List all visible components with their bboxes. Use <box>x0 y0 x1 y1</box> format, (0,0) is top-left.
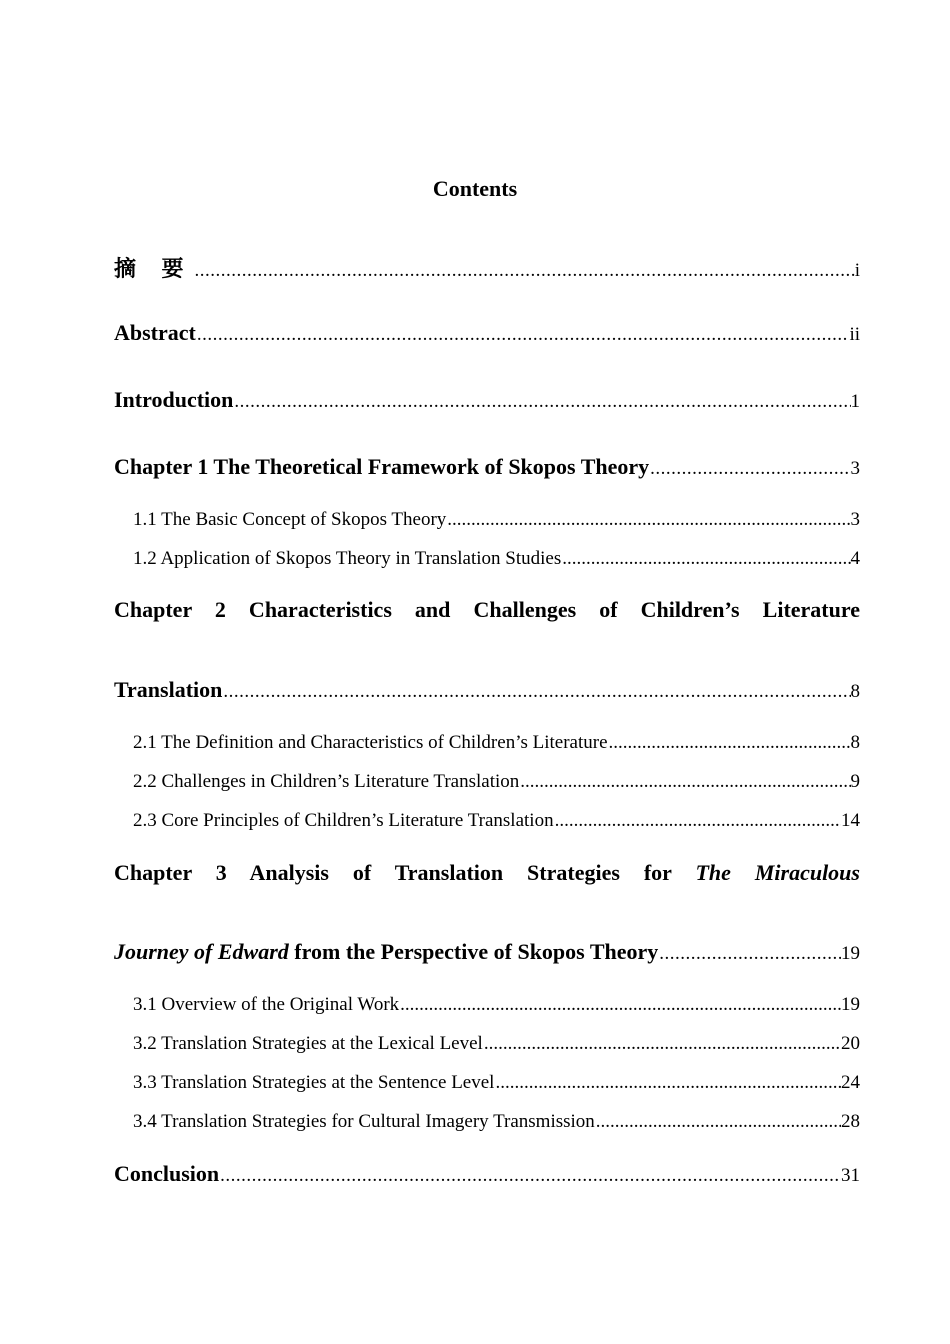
toc-entry-conclusion[interactable] <box>114 1161 860 1187</box>
toc-page-number: 8 <box>850 681 860 702</box>
dot-leader <box>562 548 850 570</box>
toc-page-number: 19 <box>841 994 860 1015</box>
toc-page-number: 3 <box>850 509 860 530</box>
toc-page-number: 24 <box>841 1072 860 1093</box>
toc-page-number: i <box>854 260 860 281</box>
dot-leader <box>596 1111 841 1133</box>
toc-entry-abstract[interactable] <box>114 320 860 346</box>
toc-entry-section-1-2[interactable] <box>133 548 860 570</box>
toc-label: 2.1 The Definition and Characteristics of Children’s Literature <box>133 732 608 753</box>
toc-entry-chapter-3-line-1[interactable] <box>114 860 860 886</box>
dot-leader <box>234 391 850 413</box>
toc-label: 1.2 Application of Skopos Theory in Translation Studies <box>133 548 562 569</box>
toc-page-number: 19 <box>841 943 860 964</box>
toc-label: Abstract <box>114 320 196 345</box>
toc-label: Introduction <box>114 387 234 412</box>
toc-entry-section-3-4[interactable] <box>133 1111 860 1133</box>
toc-entry-section-2-2[interactable] <box>133 771 860 793</box>
toc-label: 3.3 Translation Strategies at the Sentence Level <box>133 1072 495 1093</box>
toc-entry-section-3-1[interactable] <box>133 994 860 1016</box>
toc-entry-section-1-1[interactable] <box>133 509 860 531</box>
dot-leader <box>495 1072 841 1094</box>
toc-entry-chapter-3[interactable] <box>114 939 860 965</box>
toc-label-italic: The Miraculous <box>695 860 860 885</box>
toc-label: 2.2 Challenges in Children’s Literature Translation <box>133 771 520 792</box>
toc-page-number: 31 <box>841 1165 860 1186</box>
toc-label: Chapter 1 The Theoretical Framework of Skopos Theory <box>114 454 650 479</box>
toc-entry-section-2-3[interactable] <box>133 810 860 832</box>
toc-entry-introduction[interactable] <box>114 387 860 413</box>
toc-label: Conclusion <box>114 1161 220 1186</box>
toc-page-number: 1 <box>850 391 860 412</box>
toc-entry-chapter-2-line-1[interactable]: Chapter 2 Characteristics and Challenges of Children’s Literature <box>114 597 860 622</box>
toc-label: 摘 要 <box>114 256 194 281</box>
toc-page-number: 20 <box>841 1033 860 1054</box>
dot-leader <box>609 732 851 754</box>
toc-entry-section-2-1[interactable] <box>133 732 860 754</box>
dot-leader <box>555 810 841 832</box>
toc-label: 3.4 Translation Strategies for Cultural Imagery Transmission <box>133 1111 595 1132</box>
dot-leader <box>223 681 850 703</box>
dot-leader <box>447 509 850 531</box>
toc-label <box>114 939 658 965</box>
dot-leader <box>484 1033 841 1055</box>
dot-leader <box>400 994 841 1016</box>
toc-page-number: 14 <box>841 810 860 831</box>
dot-leader <box>659 943 841 965</box>
toc-page-number: 3 <box>850 458 860 479</box>
toc-label: 3.1 Overview of the Original Work <box>133 994 400 1015</box>
toc-entry-section-3-3[interactable] <box>133 1072 860 1094</box>
toc-label: Translation <box>114 677 223 702</box>
page-title: Contents <box>432 176 518 201</box>
toc-label: 1.1 The Basic Concept of Skopos Theory <box>133 509 447 530</box>
toc-entry-section-3-2[interactable] <box>133 1033 860 1055</box>
toc-label: Chapter 3 Analysis of Translation Strategies for <box>114 860 672 885</box>
toc-entry-chapter-1[interactable] <box>114 454 860 480</box>
dot-leader <box>520 771 850 793</box>
toc-label-rest: from the Perspective of Skopos Theory <box>294 939 659 964</box>
toc-page-number: 9 <box>850 771 860 792</box>
dot-leader <box>197 324 850 346</box>
dot-leader <box>220 1165 841 1187</box>
toc-page-number: 8 <box>850 732 860 753</box>
toc-page-number: 28 <box>841 1111 860 1132</box>
dot-leader <box>195 260 855 282</box>
toc-page-number: ii <box>849 324 860 345</box>
toc-label: 2.3 Core Principles of Children’s Literature Translation <box>133 810 554 831</box>
dot-leader <box>650 458 850 480</box>
toc-entry-zhaiyao[interactable] <box>114 252 860 283</box>
toc-entry-chapter-2[interactable] <box>114 677 860 703</box>
toc-label: 3.2 Translation Strategies at the Lexical Level <box>133 1033 483 1054</box>
toc-page-number: 4 <box>850 548 860 569</box>
toc-label-italic: Journey of Edward <box>114 939 289 964</box>
